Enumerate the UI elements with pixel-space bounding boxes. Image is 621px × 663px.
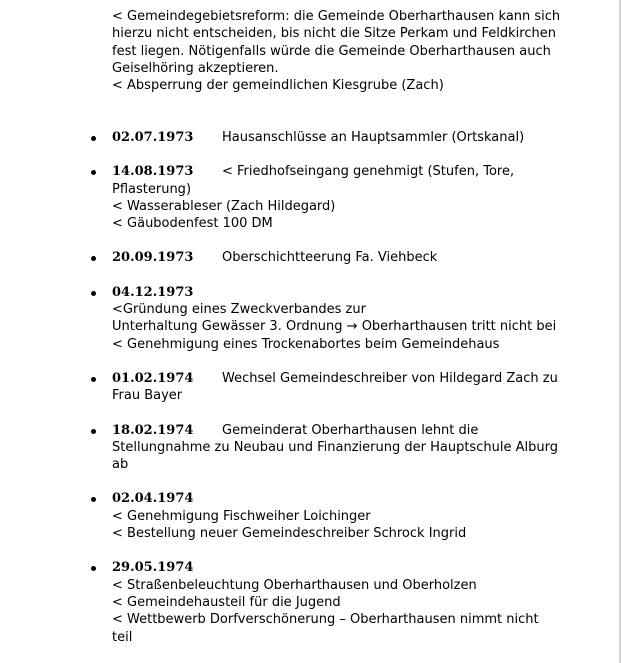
list-item [0,370,558,405]
entry-text-line: Pflasterung) [112,181,192,197]
entry-first-line [112,422,552,439]
list-item [0,249,552,266]
bullet-icon [91,377,96,382]
entry-first-line [112,249,552,266]
entry-text-line: Frau Bayer [112,388,183,404]
entry-date: 29.05.1974 [112,560,194,576]
entry-text-line: Unterhaltung Gewässer 3. Ordnung → Oberharthausen tritt nicht bei [112,319,557,335]
entry-text-line: < Wettbewerb Dorfverschönerung – Oberharthausen nimmt nicht [112,612,539,628]
bullet-icon [91,566,96,571]
list-item [0,490,552,542]
entry-text-line: Stellungnahme zu Neubau und Finanzierung der Hauptschule Alburg [112,439,558,455]
entry-text-line: < Wasserableser (Zach Hildegard) [112,198,336,214]
entry-text-line: < Straßenbeleuchtung Oberharthausen und Oberholzen [112,577,477,593]
entry-text: Hausanschlüsse an Hauptsammler (Ortskanal) [222,130,525,145]
bullet-icon [91,256,96,261]
entry-first-line [112,490,552,507]
bullet-icon [91,497,96,502]
entry-first-line [112,284,552,301]
intro-line: < Gemeindegebietsreform: die Gemeinde Oberharthausen kann sich [112,9,561,24]
bullet-icon [91,170,96,175]
intro-line: hierzu nicht entscheiden, bis nicht die Sitze Perkam und Feldkirchen [112,26,556,42]
list-item [0,422,558,474]
list-item [0,284,557,353]
intro-line: Geiselhöring akzeptieren. [112,60,279,76]
entry-date: 18.02.1974 [112,422,194,438]
entry-text-line: < Bestellung neuer Gemeindeschreiber Schrock Ingrid [112,526,467,542]
entry-text: < Friedhofseingang genehmigt (Stufen, Tore, [222,164,515,180]
entry-first-line [112,370,558,387]
entry-text-line: < Genehmigung Fischweiher Loichinger [112,508,371,524]
list-item [0,129,552,146]
intro-line: < Absperrung der gemeindlichen Kiesgrube (Zach) [112,78,444,94]
entry-text-line: ab [112,457,129,473]
entry-text: Oberschichtteerung Fa. Viehbeck [222,250,438,266]
entry-date: 02.07.1973 [112,130,194,145]
list-item [0,559,552,645]
entry-text-line: < Gäubodenfest 100 DM [112,216,273,232]
entry-date: 02.04.1974 [112,491,194,507]
bullet-icon [91,291,96,296]
entry-text: Wechsel Gemeindeschreiber von Hildegard Zach zu [222,370,558,386]
chronicle-list [0,129,621,663]
bullet-icon [91,136,96,141]
intro-paragraph [112,8,561,94]
entry-first-line [112,559,552,576]
entry-text-line: < Gemeindehausteil für die Jugend [112,594,341,610]
entry-text-line: teil [112,629,133,645]
entry-text-line: < Genehmigung eines Trockenabortes beim Gemeindehaus [112,336,500,352]
entry-date: 04.12.1973 [112,284,194,300]
entry-first-line [112,163,552,180]
entry-text-line: <Gründung eines Zweckverbandes zur [112,302,366,318]
list-item [0,163,552,232]
entry-date: 14.08.1973 [112,164,194,180]
entry-first-line [112,129,552,146]
intro-line: fest liegen. Nötigenfalls würde die Gemeinde Oberharthausen auch [112,43,551,59]
bullet-icon [91,429,96,434]
entry-date: 01.02.1974 [112,370,194,386]
entry-date: 20.09.1973 [112,250,194,266]
entry-text: Gemeinderat Oberharthausen lehnt die [222,422,479,438]
